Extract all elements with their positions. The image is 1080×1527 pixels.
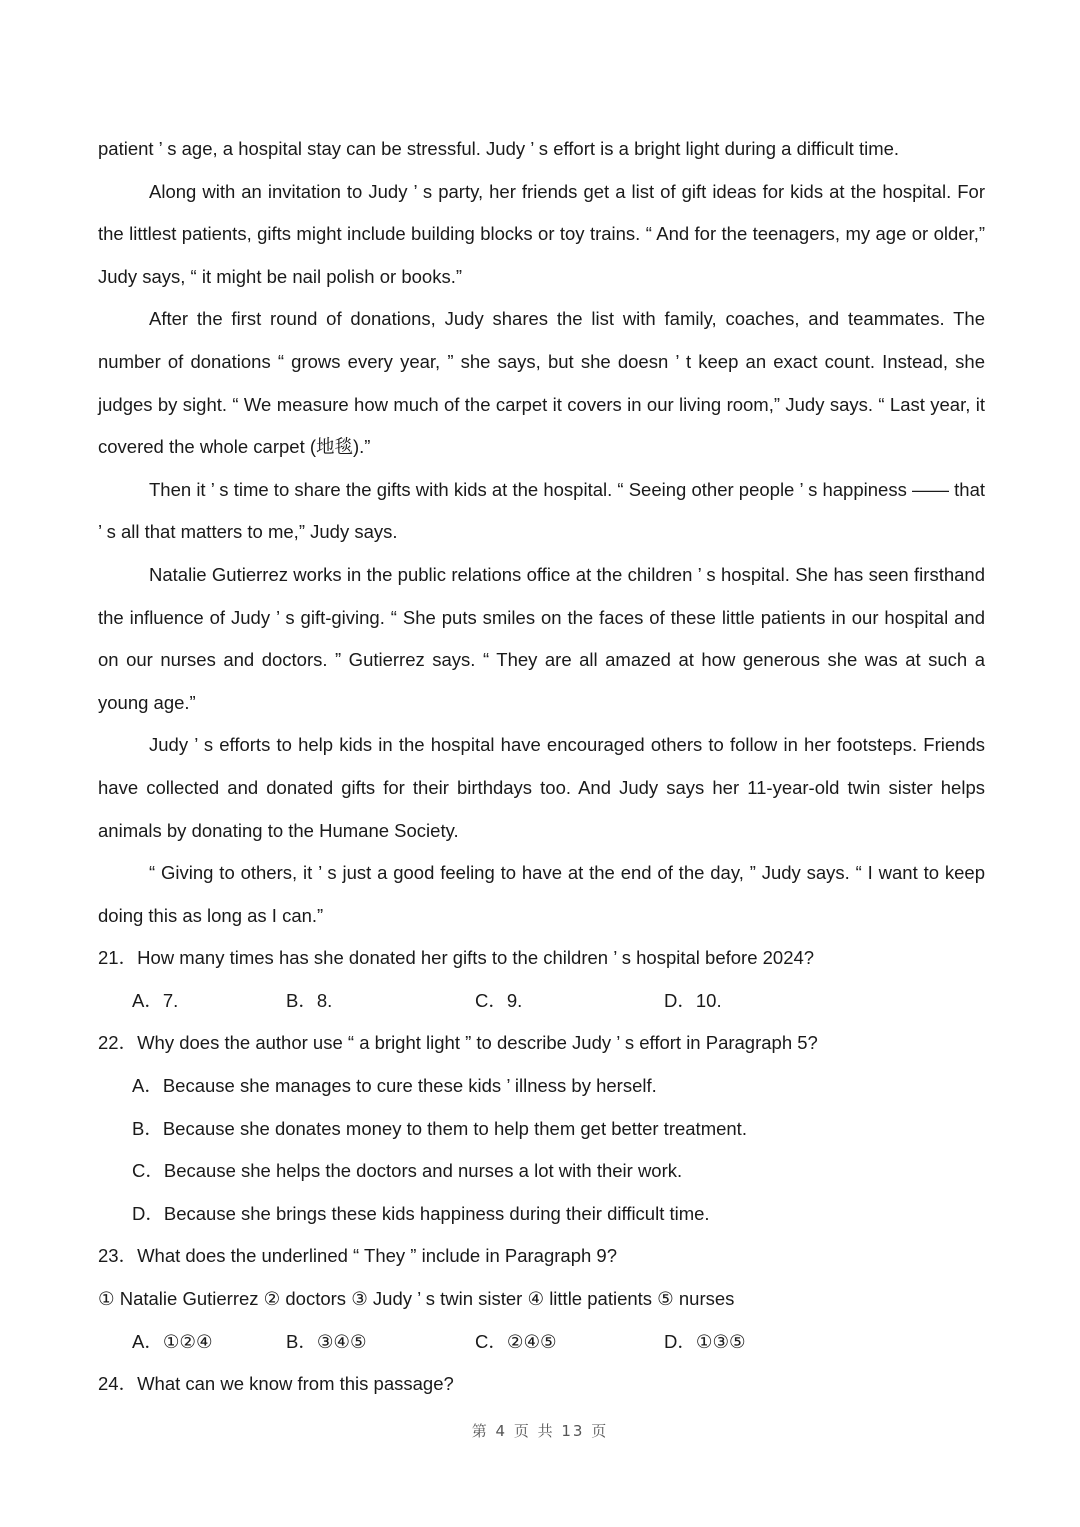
question-21: 21．How many times has she donated her gifts to the children ’ s hospital before 2024? xyxy=(98,947,815,969)
option-c: C．Because she helps the doctors and nurses a lot with their work. xyxy=(132,1160,683,1182)
question-23-options xyxy=(98,1321,985,1364)
question-22: 22．Why does the author use “ a bright light ” to describe Judy ’ s effort in Paragraph 5? xyxy=(98,1032,818,1054)
option-d: D．10. xyxy=(664,989,722,1011)
question-23-choices: ① Natalie Gutierrez ② doctors ③ Judy ’ s twin sister ④ little patients ⑤ nurses xyxy=(98,1288,735,1310)
option-a: A．7. xyxy=(132,989,179,1011)
option-b: B．8. xyxy=(286,989,333,1011)
option-d: D．Because she brings these kids happiness during their difficult time. xyxy=(132,1202,710,1224)
option-c: C．9. xyxy=(475,989,523,1011)
passage-paragraph-4-end: patient ’ s age, a hospital stay can be stressful. Judy ’ s effort is a bright light during a difficult time. xyxy=(98,138,900,159)
page-footer: 第 4 页 共 13 页 xyxy=(471,1422,609,1440)
option-b: B．Because she donates money to them to help them get better treatment. xyxy=(132,1117,747,1139)
passage-paragraph-11: “ Giving to others, it ’ s just a good feeling to have at the end of the day, ” Judy says. “ I want to keep doing this as long as I can.” xyxy=(98,862,985,926)
option-a: A．Because she manages to cure these kids ’ illness by herself. xyxy=(132,1075,657,1097)
passage-paragraph-10: Judy ’ s efforts to help kids in the hospital have encouraged others to follow in her footsteps. Friends have collected and donated gifts for their birthdays too. And Judy says her 11-year-old twin sister helps animals by donating to the Humane Society. xyxy=(98,734,985,841)
option-d: D．①③⑤ xyxy=(664,1330,746,1352)
option-b: B．③④⑤ xyxy=(286,1330,367,1352)
passage-paragraph-6: Along with an invitation to Judy ’ s party, her friends get a list of gift ideas for kids at the hospital. For the littlest patients, gifts might include building blocks or toy trains. “ And for the teenagers, my age or older,” Judy says, “ it might be nail polish or books.” xyxy=(98,180,985,287)
passage-paragraph-7: After the first round of donations, Judy shares the list with family, coaches, and teammates. The number of donations “ grows every year, ” she says, but she doesn ’ t keep an exact count. Instead, she judges by sight. “ We measure how much of the carpet it covers in our living room,” Judy says. “ Last year, it covered the whole carpet (地毯).” xyxy=(98,308,985,458)
option-a: A．①②④ xyxy=(132,1330,213,1352)
passage-paragraph-8: Then it ’ s time to share the gifts with kids at the hospital. “ Seeing other people ’ s happiness —— that ’ s all that matters to me,” Judy says. xyxy=(98,478,985,543)
question-21-options xyxy=(98,980,985,1023)
question-24: 24．What can we know from this passage? xyxy=(98,1373,454,1395)
option-c: C．②④⑤ xyxy=(475,1330,557,1352)
passage-paragraph-9: Natalie Gutierrez works in the public relations office at the children ’ s hospital. She has seen firsthand the influence of Judy ’ s gift-giving. “ She puts smiles on the faces of these little patients in our hospital and on our nurses and doctors. ” Gutierrez says. “ They are all amazed at how generous she was at such a young age.” xyxy=(98,563,985,713)
page-content xyxy=(98,128,985,1406)
question-23: 23．What does the underlined “ They ” include in Paragraph 9? xyxy=(98,1245,618,1267)
